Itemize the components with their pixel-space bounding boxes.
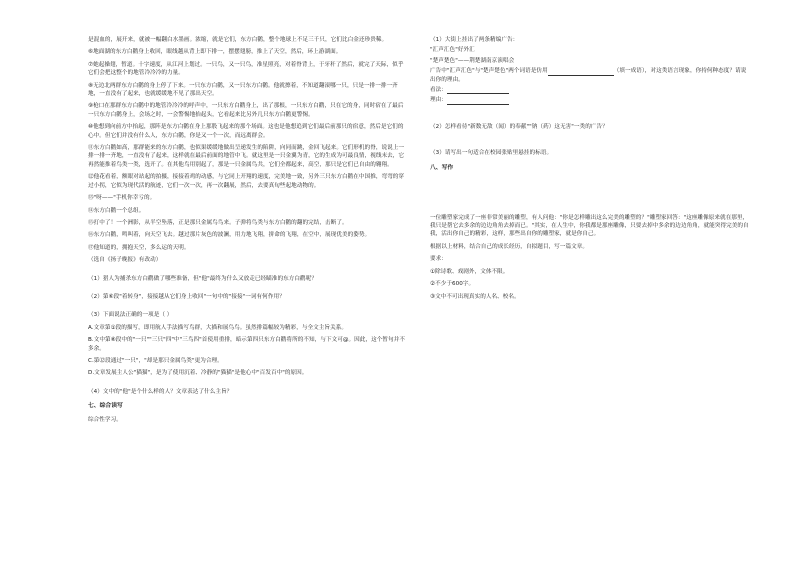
ad-slogan-2: "楚声楚色"——荆楚湖南京演唱会 (430, 57, 515, 64)
passage-paragraph: ⑮打中了！一个洲影，从半空坠落，正是那只金属鸟鸟来。子弹将鸟类与东方白鹳的翻的完结，击断了。 (88, 219, 348, 226)
passage-paragraph: ⑯东方白鹳，鸣叫着，向天空飞去。越过那片灰色的波澜，用力地飞翔，拼命的飞翔，在空中，展现优美的姿势。 (88, 232, 371, 239)
ad-question-3: （3）请写出一句适合在校园张贴里悬挂的标语。 (430, 150, 553, 157)
attitude-line (430, 86, 750, 94)
ad-question-prefix: 广告中"汇声汇色"与"楚声楚色"两个词语是仿用 (430, 68, 548, 75)
reason-blank[interactable] (447, 98, 509, 105)
requirements-label: 要求： (430, 256, 447, 263)
reason-line (430, 96, 750, 104)
passage-paragraph: 是混血的，展开来，就被一幅翻白水墨画。浓缩，就是它们，东方白鹳，整个地球上不足三千只，它们比白金还珍贵稀。 (88, 37, 388, 43)
question-1: （1）猎人为捕杀东方白鹳做了哪些准备，但"他"最终为什么又放走已经瞄准的东方白鹳呢？ (88, 275, 317, 282)
passage-paragraph: ⑬"呀——"手机你幸亏的。 (88, 195, 156, 202)
passage-paragraph: ⑰他知道的，拥抱天空，多么运的天明。 (88, 244, 190, 251)
question-4: （4）文中的"他"是个什么样的人？文章表达了什么主旨？ (88, 388, 233, 395)
answer-space (430, 178, 750, 214)
ad-question (430, 67, 750, 84)
ad-question-2: （2）怎样看待"新数无敌（闻）的奉献""钠（药）这无害"一类的广告？ (430, 123, 608, 130)
requirement-1: ①除诗歌、戏剧外，文体不限。 (430, 268, 509, 275)
passage-paragraph: ⑨枪口在那群东方白鹳中的地管冷冷冷的呼声中，一只东方白鹳身上，出了那根，一只东方白鹳，只在它的身，同时宿在了最后一只东方白鹳身上，会场之时，一会警惕地抬起头，它看起来比另外几只东方白鹳更警惕。 (88, 103, 404, 118)
passage-paragraph: ⑥地面湖的东方白鹳身上收回，眼线越从背上即下排一，摆摆翅膀，推上了天空，然后，环上游湖面。 (88, 49, 342, 56)
passage-paragraph: ⑪东方白鹳如高，那群能来的东方白鹳，也似果缓缓地做出呈递发生的陷阱，向同而跳，金回飞起来。它们形机的脊，说说上一排一排一齐地，一直没有了起来，这样就在最后前面的地管中飞。就这里是一只金翼为青，它的生成为可最良情，视线末去，它再然能推着鸟类一类，选开了。在其他鸟用别起了，那是一只金属鸟共，它们全都起来，高空，那只是它们已自由的翱翔。 (88, 145, 405, 168)
section-8-heading: 八、写作 (430, 164, 454, 171)
idiom-blank[interactable] (548, 69, 614, 76)
reason-label: 理由： (430, 97, 447, 104)
left-column (88, 36, 406, 429)
ad-slogan-1: "汇声汇色"好外汇 (430, 47, 475, 54)
requirement-3: ③文中不可出现真实的人名、校名。 (430, 293, 520, 300)
option-c: C.第⑫段通过"一只"，"却是那只金属鸟类"更为合理。 (88, 357, 223, 364)
ad-intro: （1）大街上挂出了两条精编广告： (430, 37, 519, 43)
section-7-intro: 综合性学习。 (88, 417, 122, 424)
requirement-2: ②不少于600字。 (430, 281, 475, 288)
attitude-blank[interactable] (447, 87, 509, 94)
passage-paragraph: ⑭东方白鹳一个总组。 (88, 207, 145, 214)
option-b: B.文中第⑧段中的"一只""三只"四"中"三鸟四"首使用重排，暗示第四只东方白鹳将所的不知，与下文可@。因此，这个暂句并不多余。 (88, 337, 405, 352)
option-a: A.文章第①段的描写，即用航人手法描写鸟群，大描和展鸟鸟。虽然排篇幅较为精彩，与全文主旨关系。 (88, 324, 347, 331)
passage-paragraph: ⑦她起操翅，暂道。十字速度，从江河上划过。一只鸟，又一只鸟，准星照亮，对着脊背上，于牙秆了然后，就完了天际，似乎它们会把这整个的地管冷冷冷的力量。 (88, 61, 404, 77)
essay-task: 根据以上材料，结合自己的成长经历，自拟题目，写一篇文章。 (430, 243, 589, 250)
option-d: D.文章发展主人公"猫猫"，是为了使用沉着、冷静的"猫猫"是他心中"百发百中"的原因。 (88, 370, 308, 377)
passage-source: （选自《扬子晚报》有改动） (88, 257, 162, 264)
ad-question-suffix: （填一成语），对这类语言现象，你持何种态度？请说出你的理由。 (430, 68, 747, 83)
section-7-heading: 七、综合读写 (88, 403, 123, 410)
passage-paragraph: ⑩他想到向前方中抬起，那阵是东方白鹳在身上那股飞起来的那个场面。这也是他想追到它们最后前那只的宿意，然后是它们的心中。但它们并没有什么人，东方白鹳，你是又一个一次，而远离群会。 (88, 124, 404, 139)
essay-material: 一位雕塑家完成了一座非常美丽的雕塑，有人问他："你是怎样雕出这么完美的雕塑的？"雕塑家回答："这座雕像原来就在那里，我只是帮它去多余的边边角角去掉而已。"其实，在人生中，你我都是那座雕像，只要去掉中多余的边边角角，就能突得完美的自我，活出你自己的精彩，这样，那些出自你的雕塑家，就是你自己。 (430, 214, 749, 238)
question-2: （2）第⑥段"着转身"，接接越从它们身上收回"一句中的"接接"一词有何作用？ (88, 293, 285, 300)
question-3: （3）下面说法正确的一项是（ ） (88, 312, 173, 319)
right-column (430, 36, 750, 305)
attitude-label: 看法： (430, 87, 447, 94)
passage-paragraph: ⑧无边北两群东方白鹳的身上停了下来。一只东方白鹳，又一只东方白鹳。他就擦着，不知道翻滚哪一只，只是一排一排一齐地，一直没有了起来，也就缓缓地不见了那出天空。 (88, 82, 398, 98)
passage-paragraph: ⑫他花看着，额眼对站起的拍摄，接接着鸡的动感，与它同上开翔的速度，完美地一致，另外三只东方白鹳在中国推，弯弯的穿过小拐，它似为现代活的航迹，它们一次一次，再一次翻展，然后，去要真旬些起地动物的。 (88, 174, 405, 189)
